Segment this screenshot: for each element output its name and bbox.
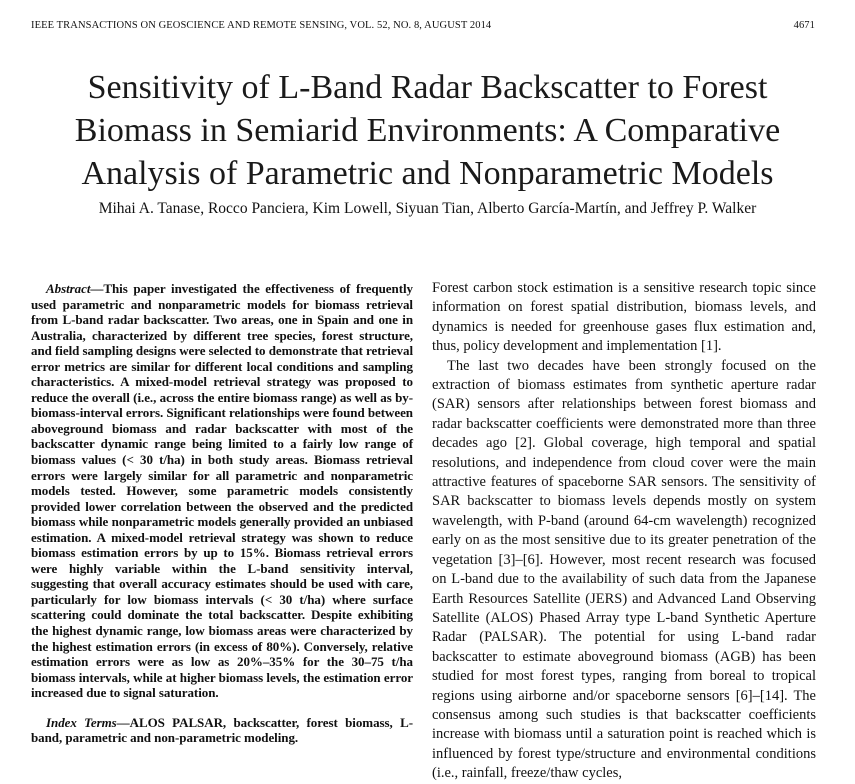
abstract-column <box>31 281 413 746</box>
title-line: Sensitivity of L-Band Radar Backscatter to Forest <box>87 69 768 106</box>
running-header <box>31 20 815 31</box>
title-line: Biomass in Semiarid Environments: A Comparative <box>74 112 781 149</box>
index-terms <box>31 715 413 746</box>
abstract-label: Abstract <box>46 281 91 296</box>
page-number: 4671 <box>793 20 815 31</box>
title-line: Analysis of Parametric and Nonparametric Models <box>81 155 774 192</box>
body-paragraph: The last two decades have been strongly focused on the extraction of biomass estimates from synthetic aperture radar (SAR) sensors after relationships between forest biomass and radar backscatter coefficients were demonstrated more than three decades ago [2]. Global coverage, high temporal and spatial resolutions, and independence from cloud cover were the main attractive features of spaceborne SAR sensors. The sensitivity of SAR backscatter to biomass levels depends mostly on system wavelength, with P-band (around 64-cm wavelength) recognized early on as the most sensitive due to its greater penetration of the vegetation [3]–[6]. However, most recent research was focused on L-band due to the availability of such data from the Japanese Earth Resources Satellite (JERS) and Advanced Land Observing Satellite (ALOS) Phased Array type L-band Synthetic Aperture Radar (PALSAR). The potential for using L-band radar backscatter to estimate aboveground biomass (AGB) has been studied for most forest types, ranging from boreal to tropical regions using airborne and/or spaceborne sensors [6]–[14]. The consensus among such studies is that backscatter coefficients increase with biomass until a saturation point is reached which is influenced by forest type/structure and environmental conditions (i.e., rainfall, freeze/thaw cycles, <box>432 357 816 782</box>
index-terms-text: —ALOS PALSAR, backscatter, forest biomass, L-band, parametric and non-parametric modeling. <box>31 714 413 746</box>
paper-title <box>20 66 835 195</box>
author-list: Mihai A. Tanase, Rocco Panciera, Kim Lowell, Siyuan Tian, Alberto García-Martín, and Jeffrey P. Walker <box>98 200 757 217</box>
body-paragraph: Forest carbon stock estimation is a sensitive research topic since information on forest spatial distribution, biomass levels, and dynamics is needed for greenhouse gases flux estimation and, thus, policy development and implementation [1]. <box>432 280 816 355</box>
abstract-text: —This paper investigated the effectiveness of frequently used parametric and nonparametric models for biomass retrieval from L-band radar backscatter. Two areas, one in Spain and one in Australia, characterized by different tree species, forest structure, and field sampling designs were selected to demonstrate that retrieval error metrics are similar for different local conditions and sampling characteristics. A mixed-model retrieval strategy was proposed to reduce the overall (i.e., across the entire biomass range) as well as by-biomass-interval errors. Significant relationships were found between aboveground biomass and radar backscatter with most of the backscatter dynamic range being limited to a fairly low range of biomass values (< 30 t/ha) in both study areas. Biomass retrieval errors were largely similar for all parametric and nonparametric models tested. However, some parametric models consistently provided lower correlation between the observed and the predicted biomass while nonparametric models generally provided an unbiased estimation. A mixed-model retrieval strategy was shown to reduce biomass estimation errors by up to 15%. Biomass retrieval errors were highly variable within the L-band sensitivity interval, suggesting that overall accuracy estimates should be used with care, particularly for low biomass intervals (< 30 t/ha) where surface scattering could dominate the total backscatter. Despite exhibiting the highest dynamic range, low biomass areas were characterized by the highest estimation errors (in excess of 80%). Conversely, relative estimation errors were as low as 20%–35% for the 30–75 t/ha biomass intervals, while at higher biomass levels, the estimation error increased due to signal saturation. <box>31 281 414 701</box>
index-terms-label: Index Terms <box>46 714 117 730</box>
abstract <box>31 281 413 701</box>
journal-name: IEEE TRANSACTIONS ON GEOSCIENCE AND REMOTE SENSING, VOL. 52, NO. 8, AUGUST 2014 <box>31 20 492 31</box>
body-column <box>432 279 816 784</box>
